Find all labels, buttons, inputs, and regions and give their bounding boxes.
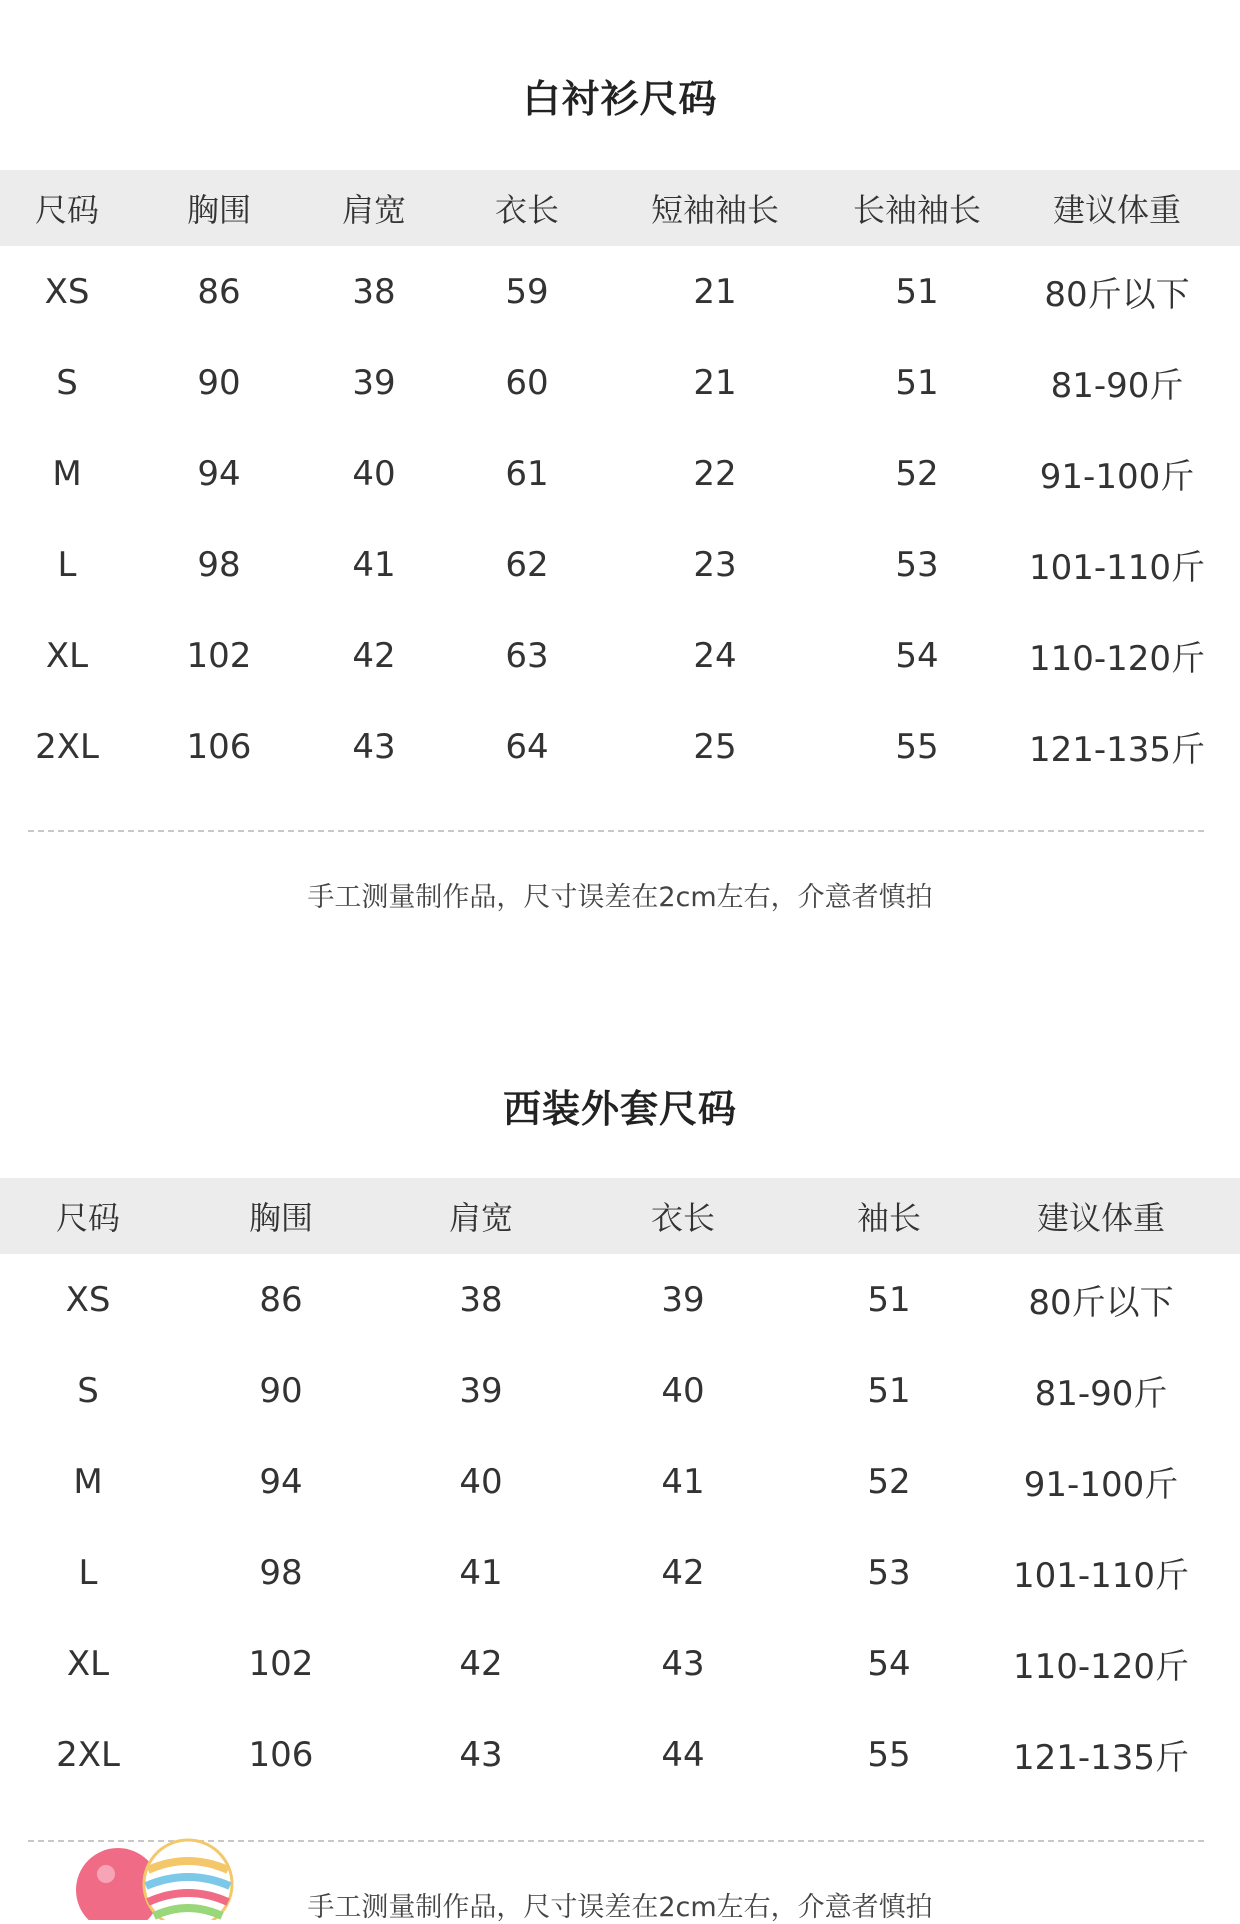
cell-long-sleeve: 55 xyxy=(895,726,939,767)
cell-size: M xyxy=(73,1461,103,1502)
cell-sleeve: 51 xyxy=(867,1370,911,1411)
cell-chest: 90 xyxy=(259,1370,303,1411)
cell-shoulder: 38 xyxy=(459,1279,503,1320)
cell-long-sleeve: 52 xyxy=(895,453,939,494)
cell-weight: 101-110斤 xyxy=(1028,548,1206,588)
cell-shoulder: 41 xyxy=(352,544,396,585)
table-row xyxy=(0,610,1240,701)
cell-weight: 81-90斤 xyxy=(1034,1374,1168,1414)
cell-weight: 91-100斤 xyxy=(1023,1465,1179,1505)
header-short-sleeve: 短袖袖长 xyxy=(650,191,779,229)
cell-length: 60 xyxy=(505,362,549,403)
blazer-table-header xyxy=(0,1178,1240,1254)
header-chest: 胸围 xyxy=(186,191,251,229)
cell-weight: 80斤以下 xyxy=(1028,1283,1174,1323)
table-row xyxy=(0,246,1240,337)
shirt-size-table xyxy=(0,170,1240,792)
cell-chest: 106 xyxy=(186,726,252,767)
shirt-table-header xyxy=(0,170,1240,246)
cell-chest: 102 xyxy=(248,1643,314,1684)
cell-weight: 121-135斤 xyxy=(1012,1738,1190,1778)
cell-short-sleeve: 23 xyxy=(693,544,737,585)
cell-short-sleeve: 22 xyxy=(693,453,737,494)
cell-shoulder: 38 xyxy=(352,271,396,312)
table-row xyxy=(0,1709,1240,1800)
cell-long-sleeve: 53 xyxy=(895,544,939,585)
cell-sleeve: 53 xyxy=(867,1552,911,1593)
cell-sleeve: 52 xyxy=(867,1461,911,1502)
cell-size: XS xyxy=(65,1279,111,1320)
cell-weight: 110-120斤 xyxy=(1012,1647,1190,1687)
cell-chest: 94 xyxy=(197,453,241,494)
cell-length: 64 xyxy=(505,726,549,767)
header-size: 尺码 xyxy=(55,1199,120,1237)
cell-length: 44 xyxy=(661,1734,705,1775)
cell-chest: 98 xyxy=(197,544,241,585)
cell-size: S xyxy=(77,1370,99,1411)
blazer-measurement-note: 手工测量制作品，尺寸误差在2cm左右，介意者慎拍 xyxy=(307,1892,933,1923)
table-row xyxy=(0,701,1240,792)
divider xyxy=(28,830,1204,832)
cell-short-sleeve: 21 xyxy=(693,271,737,312)
table-row xyxy=(0,1254,1240,1345)
cell-shoulder: 40 xyxy=(459,1461,503,1502)
blazer-size-title: 西装外套尺码 xyxy=(502,1087,737,1131)
table-row xyxy=(0,337,1240,428)
header-size: 尺码 xyxy=(34,191,99,229)
cell-shoulder: 39 xyxy=(459,1370,503,1411)
table-row xyxy=(0,428,1240,519)
cell-shoulder: 41 xyxy=(459,1552,503,1593)
cell-long-sleeve: 54 xyxy=(895,635,939,676)
header-long-sleeve: 长袖袖长 xyxy=(852,191,981,229)
cell-weight: 110-120斤 xyxy=(1028,639,1206,679)
header-weight: 建议体重 xyxy=(1052,191,1181,229)
cell-length: 42 xyxy=(661,1552,705,1593)
cell-size: M xyxy=(52,453,82,494)
table-row xyxy=(0,519,1240,610)
cell-size: 2XL xyxy=(56,1734,120,1775)
cell-chest: 102 xyxy=(186,635,252,676)
cell-length: 62 xyxy=(505,544,549,585)
cell-chest: 98 xyxy=(259,1552,303,1593)
cell-shoulder: 42 xyxy=(352,635,396,676)
cell-length: 59 xyxy=(505,271,549,312)
table-row xyxy=(0,1345,1240,1436)
shirt-measurement-note: 手工测量制作品，尺寸误差在2cm左右，介意者慎拍 xyxy=(307,882,933,913)
cell-shoulder: 43 xyxy=(352,726,396,767)
cell-size: L xyxy=(57,544,77,585)
header-sleeve: 袖长 xyxy=(856,1199,921,1237)
cell-size: L xyxy=(78,1552,98,1593)
cell-chest: 86 xyxy=(197,271,241,312)
cell-long-sleeve: 51 xyxy=(895,271,939,312)
cell-length: 63 xyxy=(505,635,549,676)
cell-shoulder: 40 xyxy=(352,453,396,494)
cell-short-sleeve: 24 xyxy=(693,635,737,676)
cell-sleeve: 54 xyxy=(867,1643,911,1684)
header-shoulder: 肩宽 xyxy=(448,1199,513,1237)
cell-weight: 121-135斤 xyxy=(1028,730,1206,770)
cell-weight: 91-100斤 xyxy=(1039,457,1195,497)
cell-chest: 106 xyxy=(248,1734,314,1775)
cell-size: XL xyxy=(66,1643,110,1684)
cell-chest: 86 xyxy=(259,1279,303,1320)
header-chest: 胸围 xyxy=(248,1199,313,1237)
cell-short-sleeve: 21 xyxy=(693,362,737,403)
cell-size: S xyxy=(56,362,78,403)
cell-length: 43 xyxy=(661,1643,705,1684)
cell-length: 39 xyxy=(661,1279,705,1320)
cell-length: 41 xyxy=(661,1461,705,1502)
cell-short-sleeve: 25 xyxy=(693,726,737,767)
table-row xyxy=(0,1618,1240,1709)
cell-weight: 101-110斤 xyxy=(1012,1556,1190,1596)
header-length: 衣长 xyxy=(650,1199,715,1237)
cell-weight: 81-90斤 xyxy=(1050,366,1184,406)
cell-size: XL xyxy=(45,635,89,676)
table-row xyxy=(0,1527,1240,1618)
cell-weight: 80斤以下 xyxy=(1044,275,1190,315)
cell-shoulder: 43 xyxy=(459,1734,503,1775)
cell-size: XS xyxy=(44,271,90,312)
header-weight: 建议体重 xyxy=(1036,1199,1165,1237)
cell-length: 61 xyxy=(505,453,549,494)
cell-size: 2XL xyxy=(35,726,99,767)
cell-sleeve: 51 xyxy=(867,1279,911,1320)
cell-shoulder: 39 xyxy=(352,362,396,403)
cell-length: 40 xyxy=(661,1370,705,1411)
header-length: 衣长 xyxy=(494,191,559,229)
shirt-size-title: 白衬衫尺码 xyxy=(522,77,718,121)
cell-chest: 90 xyxy=(197,362,241,403)
header-shoulder: 肩宽 xyxy=(341,191,406,229)
cell-sleeve: 55 xyxy=(867,1734,911,1775)
cell-chest: 94 xyxy=(259,1461,303,1502)
table-row xyxy=(0,1436,1240,1527)
cell-shoulder: 42 xyxy=(459,1643,503,1684)
blazer-size-table xyxy=(0,1178,1240,1800)
cell-long-sleeve: 51 xyxy=(895,362,939,403)
